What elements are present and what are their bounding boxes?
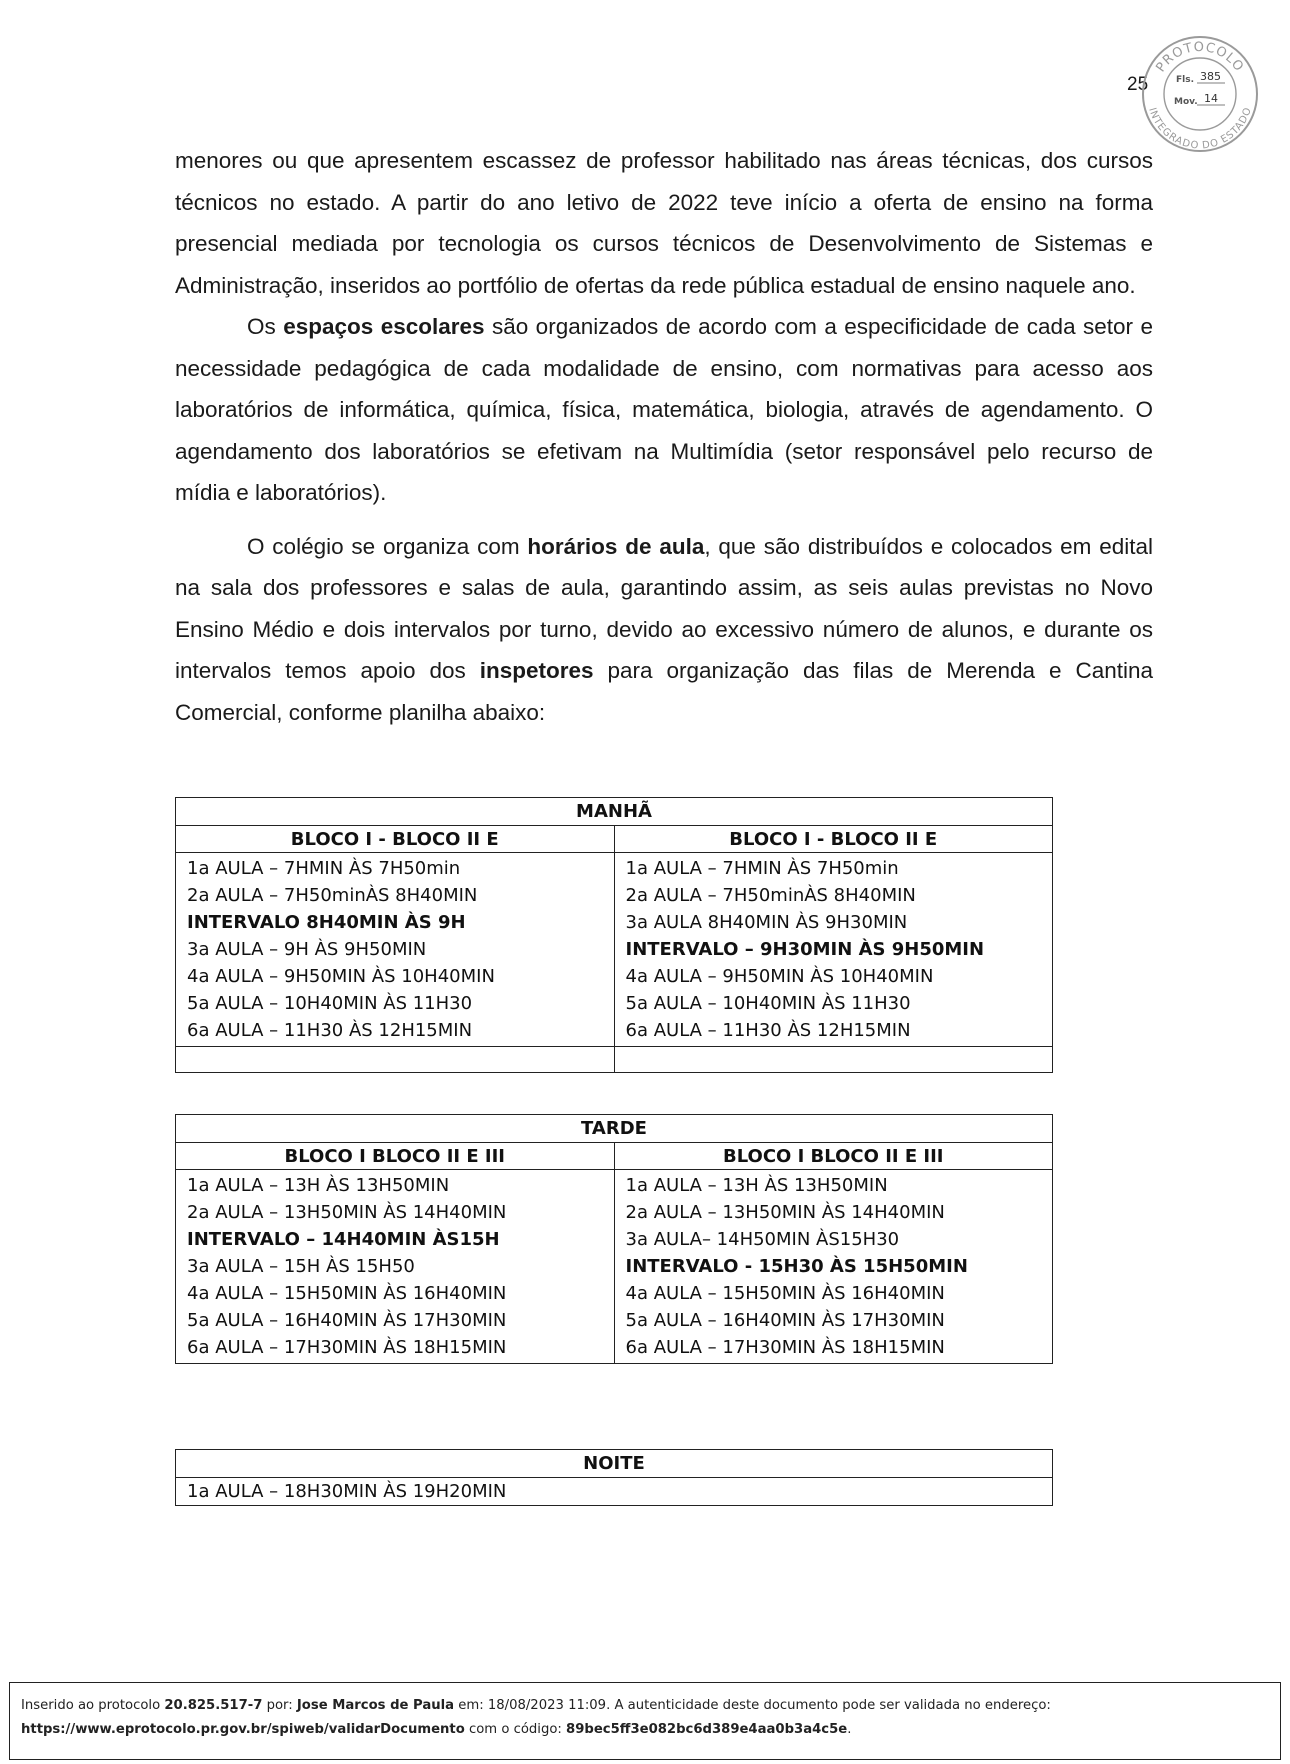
paragraph-3-bold: inspetores <box>479 658 594 683</box>
interval-row: INTERVALO – 9H30MIN ÀS 9H50MIN <box>625 939 985 960</box>
schedule-table-noite <box>175 1449 1053 1506</box>
paragraph-2 <box>175 306 1153 514</box>
class-row: 3a AULA 8H40MIN ÀS 9H30MIN <box>625 912 908 933</box>
validation-code: 89bec5ff3e082bc6d389e4aa0b3a4c5e <box>566 1722 848 1737</box>
table-title: TARDE <box>176 1115 1053 1143</box>
column-header: BLOCO I BLOCO II E III <box>176 1143 615 1170</box>
class-row: 4a AULA – 9H50MIN ÀS 10H40MIN <box>187 966 495 987</box>
interval-row: INTERVALO - 15H30 ÀS 15H50MIN <box>625 1256 968 1277</box>
class-row: 2a AULA – 13H50MIN ÀS 14H40MIN <box>187 1202 507 1223</box>
empty-cell <box>614 1047 1053 1073</box>
column-header: BLOCO I - BLOCO II E <box>614 826 1053 853</box>
page-number: 25 <box>1127 74 1149 95</box>
footer-text: com o código: <box>464 1722 567 1737</box>
class-row: 1a AULA – 13H ÀS 13H50MIN <box>625 1175 888 1196</box>
class-row: 5a AULA – 16H40MIN ÀS 17H30MIN <box>187 1310 507 1331</box>
class-row: 4a AULA – 9H50MIN ÀS 10H40MIN <box>625 966 934 987</box>
stamp-mov-label: Mov. <box>1174 97 1198 107</box>
footer-text: . <box>847 1722 852 1737</box>
stamp-bottom-text: INTEGRADO DO ESTADO <box>1146 106 1254 152</box>
footer-text: por: <box>262 1698 297 1713</box>
stamp-fls-value: 385 <box>1200 70 1221 83</box>
paragraph-3-text: O colégio se organiza com <box>247 533 528 559</box>
class-row: 3a AULA– 14H50MIN ÀS15H30 <box>625 1229 900 1250</box>
schedule-table-tarde <box>175 1114 1053 1364</box>
class-row: 6a AULA – 11H30 ÀS 12H15MIN <box>625 1020 911 1041</box>
interval-row: INTERVALO 8H40MIN ÀS 9H <box>187 912 466 933</box>
document-body <box>175 140 1153 733</box>
class-row: 1a AULA – 18H30MIN ÀS 19H20MIN <box>187 1481 507 1502</box>
class-row: 6a AULA – 17H30MIN ÀS 18H15MIN <box>625 1337 945 1358</box>
schedule-table-manha <box>175 797 1053 1073</box>
schedule-cell-left <box>176 1170 615 1364</box>
class-row: 1a AULA – 7HMIN ÀS 7H50min <box>625 858 899 879</box>
footer-text: em: 18/08/2023 11:09. A autenticidade deste documento pode ser validada no endereço: <box>454 1698 1051 1713</box>
stamp-fls-label: Fls. <box>1176 75 1195 85</box>
column-header: BLOCO I BLOCO II E III <box>614 1143 1053 1170</box>
schedule-cell-left <box>176 853 615 1047</box>
class-row: 2a AULA – 13H50MIN ÀS 14H40MIN <box>625 1202 945 1223</box>
paragraph-3-text: para organização das filas de Merenda e Cantina Comercial, conforme planilha abaixo: <box>175 658 1153 725</box>
class-row: 3a AULA – 9H ÀS 9H50MIN <box>187 939 427 960</box>
schedule-cell <box>176 1478 1053 1506</box>
protocol-stamp <box>1140 34 1260 154</box>
paragraph-1: menores ou que apresentem escassez de professor habilitado nas áreas técnicas, dos cursos técnicos no estado. A partir do ano letivo de 2022 teve início a oferta de ensino na forma presencial mediada por tecnologia os cursos técnicos de Desenvolvimento de Sistemas e Administração, inseridos ao portfólio de ofertas da rede pública estadual de ensino naquele ano. <box>175 148 1153 298</box>
paragraph-3-text: , que são distribuídos e colocados em edital na sala dos professores e salas de aula, garantindo assim, as seis aulas previstas no Novo Ensino Médio e dois intervalos por turno, devido ao excessivo número de alunos, e durante os intervalos temos apoio dos <box>175 533 1153 683</box>
paragraph-3-bold: horários de aula <box>527 533 705 559</box>
class-row: 5a AULA – 10H40MIN ÀS 11H30 <box>187 993 473 1014</box>
schedule-cell-right <box>614 853 1053 1047</box>
paragraph-2-text: Os <box>247 314 284 339</box>
class-row: 6a AULA – 11H30 ÀS 12H15MIN <box>187 1020 473 1041</box>
interval-row: INTERVALO – 14H40MIN ÀS15H <box>187 1229 500 1250</box>
class-row: 1a AULA – 7HMIN ÀS 7H50min <box>187 858 461 879</box>
class-row: 6a AULA – 17H30MIN ÀS 18H15MIN <box>187 1337 507 1358</box>
column-header: BLOCO I - BLOCO II E <box>176 826 615 853</box>
class-row: 4a AULA – 15H50MIN ÀS 16H40MIN <box>625 1283 945 1304</box>
table-title: MANHÃ <box>176 798 1053 826</box>
validation-url[interactable]: https://www.eprotocolo.pr.gov.br/spiweb/validarDocumento <box>21 1722 465 1737</box>
class-row: 2a AULA – 7H50minÀS 8H40MIN <box>187 885 478 906</box>
validation-footer <box>9 1682 1281 1760</box>
footer-line-2 <box>21 1718 1280 1742</box>
table-title: NOITE <box>176 1450 1053 1478</box>
paragraph-2-text: são organizados de acordo com a especificidade de cada setor e necessidade pedagógica de cada modalidade de ensino, com normativas para acesso aos laboratórios de informática, química, física, matemática, biologia, através de agendamento. O agendamento dos laboratórios se efetivam na Multimídia (setor responsável pelo recurso de mídia e laboratórios). <box>175 314 1153 505</box>
class-row: 1a AULA – 13H ÀS 13H50MIN <box>187 1175 450 1196</box>
empty-cell <box>176 1047 615 1073</box>
class-row: 4a AULA – 15H50MIN ÀS 16H40MIN <box>187 1283 507 1304</box>
stamp-top-text: PROTOCOLO <box>1153 39 1247 76</box>
schedule-cell-right <box>614 1170 1053 1364</box>
class-row: 2a AULA – 7H50minÀS 8H40MIN <box>625 885 916 906</box>
footer-line-1 <box>21 1694 1280 1718</box>
stamp-mov-value: 14 <box>1204 92 1218 105</box>
footer-text: Inserido ao protocolo <box>21 1698 165 1713</box>
author-name: Jose Marcos de Paula <box>296 1698 455 1713</box>
paragraph-2-bold: espaços escolares <box>283 314 485 339</box>
class-row: 5a AULA – 16H40MIN ÀS 17H30MIN <box>625 1310 945 1331</box>
svg-text:INTEGRADO DO ESTADO <box>1146 106 1254 151</box>
class-row: 5a AULA – 10H40MIN ÀS 11H30 <box>625 993 911 1014</box>
paragraph-3 <box>175 526 1153 734</box>
class-row: 3a AULA – 15H ÀS 15H50 <box>187 1256 415 1277</box>
protocol-number: 20.825.517-7 <box>164 1698 263 1713</box>
